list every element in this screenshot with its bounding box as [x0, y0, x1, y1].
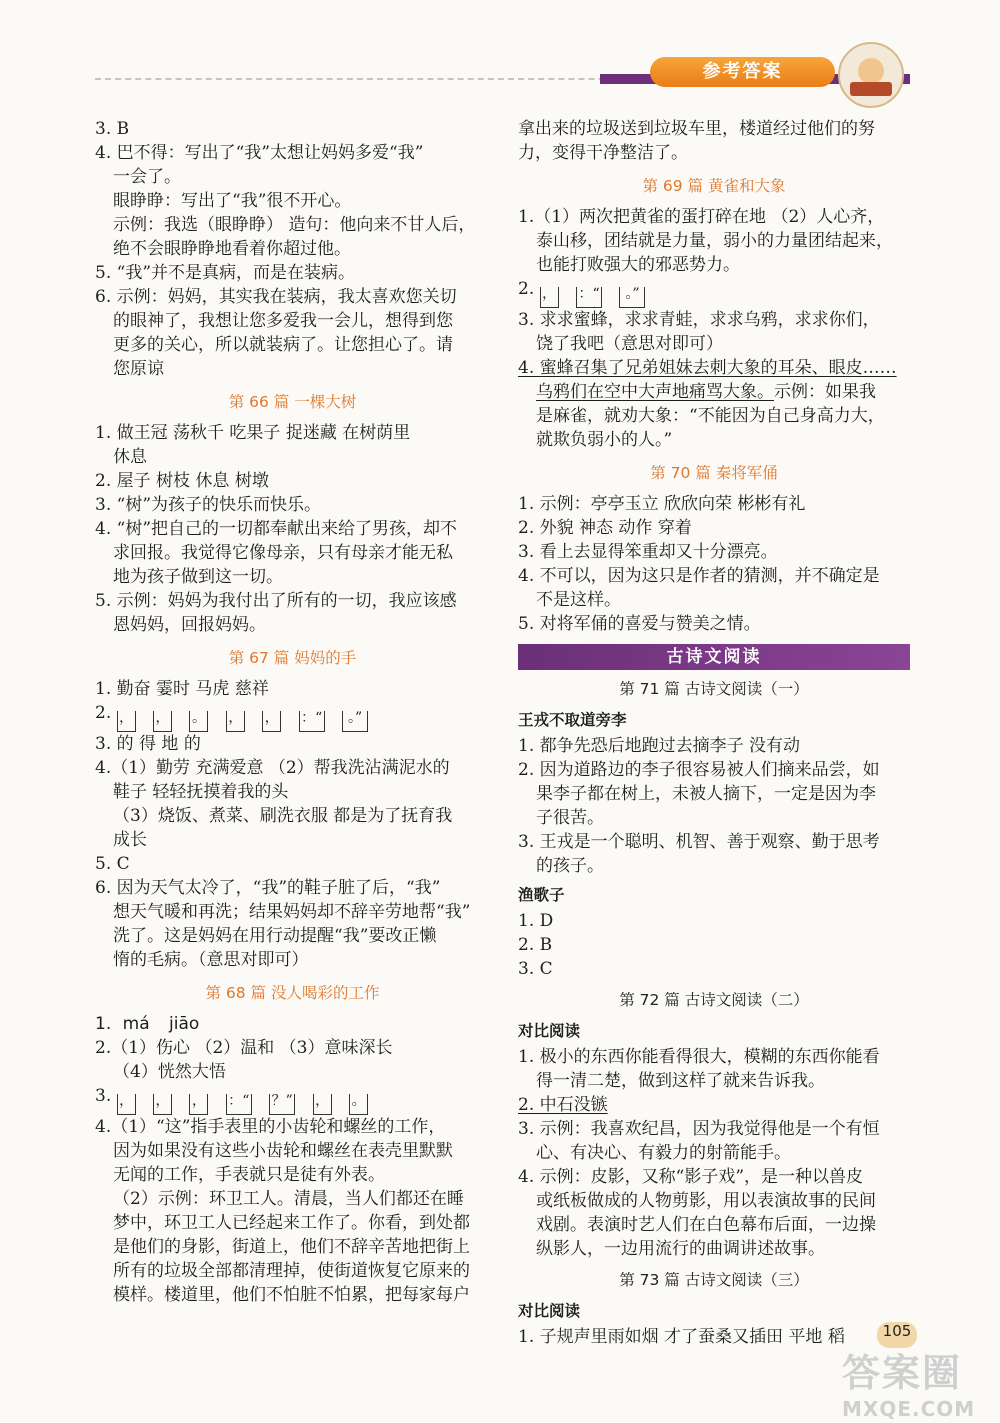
answer-line: 1. 勤奋 霎时 马虎 慈祥 — [95, 679, 269, 699]
answers-71 — [518, 709, 910, 981]
punctuation-box: ， — [262, 711, 281, 732]
answer-line: 果李子都在树上，未被人摘下，一定是因为李 — [536, 784, 876, 804]
answer-line: 5. 对将军俑的喜爱与赞美之情。 — [518, 614, 761, 634]
answer-line: 一会了。 — [113, 167, 181, 187]
answer-line: 3. 的 得 地 的 — [95, 734, 201, 754]
punctuation-box: ， — [117, 1094, 136, 1115]
pinyin: má — [122, 1014, 150, 1034]
answer-line: 恩妈妈，回报妈妈。 — [113, 615, 266, 635]
answer-line: 是他们的身影，街道上，他们不辞辛苦地把街上 — [113, 1237, 470, 1257]
punctuation-box: ：“ — [226, 1094, 252, 1115]
answer-line: 3. C — [518, 959, 553, 979]
punctuation-box: ？” — [269, 1094, 295, 1115]
answers-67 — [95, 678, 490, 972]
answer-line: 3. “树”为孩子的快乐而快乐。 — [95, 495, 322, 515]
punctuation-box: ：“ — [576, 287, 602, 308]
answer-line: 4.（1）勤劳 充满爱意 （2）帮我洗沾满泥水的 — [95, 758, 450, 778]
punctuation-box: ， — [117, 711, 136, 732]
section-title-66: 第 66 篇 一棵大树 — [228, 393, 357, 411]
punctuation-box: ， — [540, 287, 559, 308]
answer-line: 1. 示例：亭亭玉立 欣欣向荣 彬彬有礼 — [518, 494, 806, 514]
answers-68-continued — [518, 118, 910, 165]
answers-66 — [95, 422, 490, 637]
answer-line: 泰山移，团结就是力量，弱小的力量团结起来， — [536, 231, 893, 251]
answer-line: 1. 做王冠 荡秋千 吃果子 捉迷藏 在树荫里 — [95, 423, 411, 443]
answer-line: 2. 外貌 神态 动作 穿着 — [518, 518, 692, 538]
left-column — [95, 118, 490, 1308]
answer-line: 5. “我”并不是真病，而是在装病。 — [95, 263, 356, 283]
subsection-title: 渔歌子 — [518, 886, 565, 904]
answers-70 — [518, 493, 910, 636]
answer-line: 6. 示例：妈妈，其实我在装病，我太喜欢您关切 — [95, 287, 457, 307]
answer-line: 的眼神了，我想让您多爱我一会儿，想得到您 — [113, 311, 453, 331]
header-rule — [95, 78, 655, 80]
punctuation-box: 。” — [342, 711, 368, 732]
answer-line: 3. 王戎是一个聪明、机智、善于观察、勤于思考 — [518, 832, 880, 852]
answer-line: 也能打败强大的邪恶势力。 — [536, 255, 740, 275]
page-number: 105 — [877, 1322, 917, 1348]
section-title-71: 第 71 篇 古诗文阅读（一） — [619, 680, 809, 698]
answer-line: 洗了。这是妈妈在用行动提醒“我”要改正懒 — [113, 926, 437, 946]
watermark-text: 答案圈 — [842, 1351, 963, 1395]
answer-line: 饶了我吧（意思对即可） — [536, 334, 723, 354]
punctuation-box: 。 — [189, 711, 208, 732]
answer-line: 地为孩子做到这一切。 — [113, 567, 283, 587]
answer-line: 更多的关心，所以就装病了。让您担心了。请 — [113, 335, 453, 355]
answer-line: 示例：我选（眼睁睁） 造句：他向来不甘人后， — [113, 215, 476, 235]
right-column — [518, 118, 910, 1350]
answer-line: 4. 巴不得：写出了“我”太想让妈妈多爱“我” — [95, 143, 424, 163]
answer-line: 惰的毛病。（意思对即可） — [113, 950, 309, 970]
answer-line: 1. 极小的东西你能看得很大，模糊的东西你能看 — [518, 1047, 880, 1067]
answer-line: 4. 不可以，因为这只是作者的猜测，并不确定是 — [518, 566, 880, 586]
answer-line: 3. B — [95, 119, 130, 139]
answer-number: 1. — [95, 1014, 112, 1034]
answer-line: 想天气暖和再洗；结果妈妈却不辞辛劳地帮“我” — [113, 902, 471, 922]
punctuation-box: ， — [313, 1094, 332, 1115]
punctuation-box: ， — [189, 1094, 208, 1115]
answer-line: 是麻雀，就劝大象：“不能因为自己身高力大， — [536, 406, 885, 426]
answer-line: （4）恍然大悟 — [113, 1062, 226, 1082]
category-band: 古诗文阅读 — [518, 644, 910, 670]
answers-65 — [95, 118, 490, 381]
underlined-answer: 2. 中石没镞 — [518, 1095, 608, 1115]
answer-line: 3. 看上去显得笨重却又十分漂亮。 — [518, 542, 778, 562]
answer-line: 求回报。我觉得它像母亲，只有母亲才能无私 — [113, 543, 453, 563]
subsection-title: 对比阅读 — [518, 1302, 581, 1320]
underlined-answer: 乌鸦们在空中大声地痛骂大象。 — [536, 382, 774, 402]
punctuation-box: ， — [153, 711, 172, 732]
punctuation-box: 。 — [349, 1094, 368, 1115]
subsection-title: 对比阅读 — [518, 1022, 581, 1040]
pinyin-row — [95, 1013, 490, 1036]
answer-line: 4.（1）“这”指手表里的小齿轮和螺丝的工作， — [95, 1117, 446, 1137]
section-title-73: 第 73 篇 古诗文阅读（三） — [619, 1271, 809, 1289]
answer-line: （2）示例：环卫工人。清晨，当人们都还在睡 — [113, 1189, 464, 1209]
answer-number: 2. — [518, 279, 535, 299]
answer-banner: 参考答案 — [650, 57, 835, 87]
punctuation-row — [95, 702, 490, 732]
answer-line: 4. “树”把自己的一切都奉献出来给了男孩，却不 — [95, 519, 458, 539]
answer-line: 2. 屋子 树枝 休息 树墩 — [95, 471, 269, 491]
answer-line: 拿出来的垃圾送到垃圾车里，楼道经过他们的努 — [518, 119, 875, 139]
answer-line: 5. C — [95, 854, 130, 874]
section-title-70: 第 70 篇 秦将军俑 — [650, 464, 778, 482]
answer-line: 2. B — [518, 935, 553, 955]
section-title-69: 第 69 篇 黄雀和大象 — [642, 177, 786, 195]
answer-line: 纵影人，一边用流行的曲调讲述故事。 — [536, 1239, 825, 1259]
answer-line: 或纸板做成的人物剪影，用以表演故事的民间 — [536, 1191, 876, 1211]
answer-line: 因为如果没有这些小齿轮和螺丝在表壳里默默 — [113, 1141, 453, 1161]
answer-line: 6. 因为天气太冷了，“我”的鞋子脏了后，“我” — [95, 878, 441, 898]
answer-number: 2. — [95, 703, 112, 723]
answer-line: 您原谅 — [113, 359, 164, 379]
mascot-icon — [838, 42, 904, 108]
answer-line: 不是这样。 — [536, 590, 621, 610]
answer-line: 的孩子。 — [536, 856, 604, 876]
answer-line: 鞋子 轻轻抚摸着我的头 — [113, 782, 289, 802]
punctuation-box: 。” — [619, 287, 645, 308]
answer-line: 1. 都争先恐后地跑过去摘李子 没有动 — [518, 736, 801, 756]
answer-line: 就欺负弱小的人。” — [536, 430, 673, 450]
answer-line: 1.（1）两次把黄雀的蛋打碎在地 （2）人心齐， — [518, 207, 885, 227]
underlined-answer: 4. 蜜蜂召集了兄弟姐妹去刺大象的耳朵、眼皮…… — [518, 358, 897, 378]
answer-line: 2.（1）伤心 （2）温和 （3）意味深长 — [95, 1038, 393, 1058]
answer-line: 模样。楼道里，他们不怕脏不怕累，把每家每户 — [113, 1285, 470, 1305]
answer-line: 成长 — [113, 830, 147, 850]
answer-number: 3. — [95, 1086, 112, 1106]
answers-69 — [518, 206, 910, 452]
section-title-68: 第 68 篇 没人喝彩的工作 — [205, 984, 380, 1002]
answer-line: 无闻的工作，手表就只是徒有外表。 — [113, 1165, 385, 1185]
answers-68 — [95, 1013, 490, 1307]
answer-line: 戏剧。表演时艺人们在白色幕布后面，一边操 — [536, 1215, 876, 1235]
watermark-url: MXQE.COM — [842, 1397, 976, 1421]
answer-line: （3）烧饭、煮菜、刷洗衣服 都是为了抚育我 — [113, 806, 453, 826]
subsection-title: 王戎不取道旁李 — [518, 711, 627, 729]
answer-line: 3. 求求蜜蜂，求求青蛙，求求乌鸦，求求你们， — [518, 310, 880, 330]
section-title-72: 第 72 篇 古诗文阅读（二） — [619, 991, 809, 1009]
answer-line: 3. 示例：我喜欢纪昌，因为我觉得他是一个有恒 — [518, 1119, 880, 1139]
punctuation-box: ：“ — [299, 711, 325, 732]
answer-line: 4. 示例：皮影，又称“影子戏”，是一种以兽皮 — [518, 1167, 864, 1187]
punctuation-box: ， — [153, 1094, 172, 1115]
answer-line: 得一清二楚，做到这样了就来告诉我。 — [536, 1071, 825, 1091]
punctuation-row — [518, 278, 910, 308]
pinyin: jiāo — [169, 1014, 200, 1034]
answer-line: 2. 因为道路边的李子很容易被人们摘来品尝，如 — [518, 760, 880, 780]
answer-line: 1. 子规声里雨如烟 才了蚕桑又插田 平地 稻 — [518, 1327, 845, 1347]
answer-line: 子很苦。 — [536, 808, 604, 828]
punctuation-row — [95, 1085, 490, 1115]
section-title-67: 第 67 篇 妈妈的手 — [228, 649, 357, 667]
watermark — [842, 1342, 992, 1421]
answer-text: 示例：如果我 — [774, 382, 876, 402]
answer-line: 眼睁睁：写出了“我”很不开心。 — [113, 191, 352, 211]
answer-line: 1. D — [518, 911, 554, 931]
answers-72 — [518, 1020, 910, 1261]
answer-line: 5. 示例：妈妈为我付出了所有的一切，我应该感 — [95, 591, 457, 611]
punctuation-box: ， — [226, 711, 245, 732]
answer-line: 力，变得干净整洁了。 — [518, 143, 688, 163]
answer-line — [518, 381, 910, 404]
answer-line: 所有的垃圾全部都清理掉，使街道恢复它原来的 — [113, 1261, 470, 1281]
answer-line: 心、有决心、有毅力的射箭能手。 — [536, 1143, 791, 1163]
answer-line: 休息 — [113, 447, 147, 467]
answer-line: 绝不会眼睁睁地看着你超过他。 — [113, 239, 351, 259]
answer-line: 梦中，环卫工人已经起来工作了。你看，到处都 — [113, 1213, 470, 1233]
